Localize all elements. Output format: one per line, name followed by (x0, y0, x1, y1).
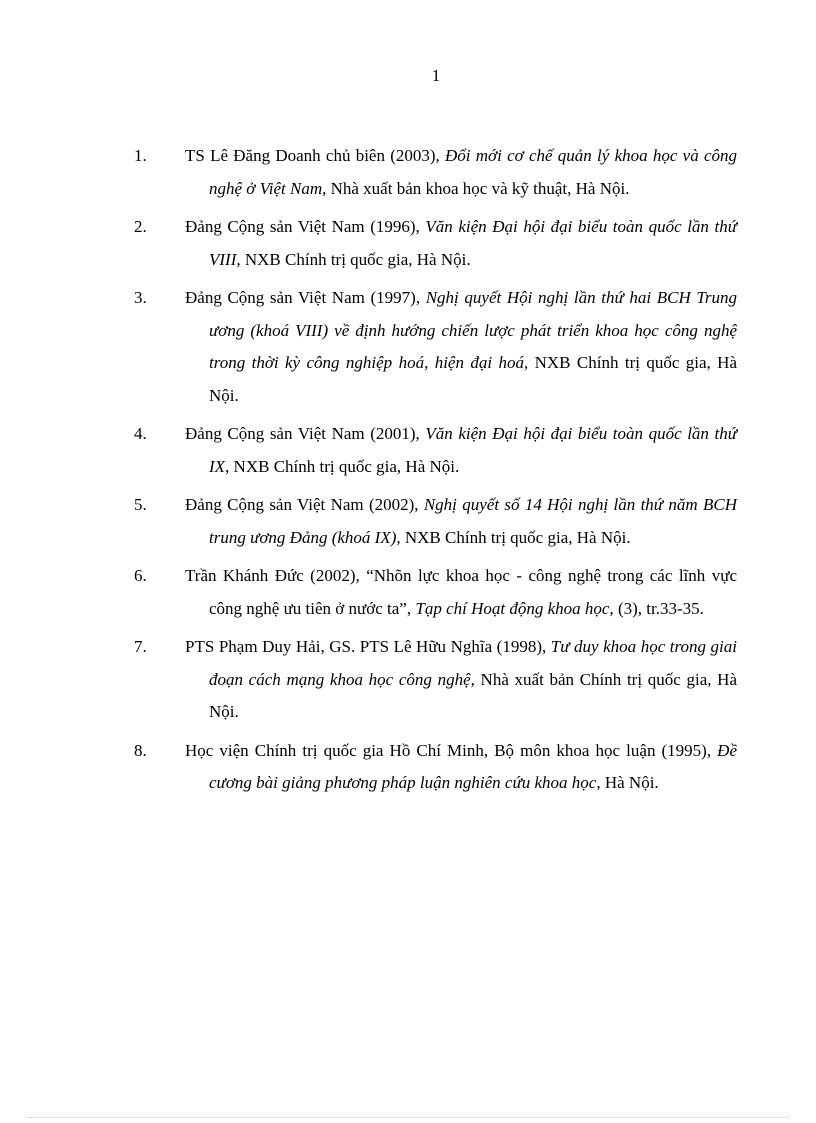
reference-title: Đề cương bài giảng phương pháp luận nghiên cứu khoa học (209, 740, 737, 792)
reference-item (0, 560, 816, 625)
reference-item (0, 282, 816, 412)
reference-number: 3. (134, 288, 147, 307)
reference-number: 6. (134, 566, 147, 585)
reference-number: 2. (134, 217, 147, 236)
reference-item (0, 735, 816, 800)
reference-part: PTS Phạm Duy Hải, GS. PTS Lê Hữu Nghĩa (1998), (185, 637, 551, 656)
reference-number: 8. (134, 740, 147, 760)
reference-part: Đảng Cộng sản Việt Nam (1996), (185, 217, 426, 236)
reference-list (0, 140, 816, 806)
reference-part: , NXB Chính trị quốc gia, Hà Nội. (236, 249, 471, 269)
reference-number: 1. (134, 146, 147, 165)
reference-item (0, 489, 816, 554)
reference-number: 4. (134, 424, 147, 443)
reference-part: , NXB Chính trị quốc gia, Hà Nội. (225, 456, 460, 476)
reference-part: Đảng Cộng sản Việt Nam (2002), (185, 495, 424, 514)
page-bottom-divider (28, 1117, 788, 1118)
reference-part: NXB Chính trị quốc gia, Hà Nội. (209, 353, 738, 405)
reference-number: 7. (134, 637, 147, 656)
reference-title: Văn kiện Đại hội đại biểu toàn quốc lần thứ VIII (209, 217, 737, 269)
reference-part: , NXB Chính trị quốc gia, Hà Nội. (396, 527, 631, 547)
reference-title: Nghị quyết số 14 Hội nghị lần thứ năm BCH trung ương Đảng (khoá IX) (209, 495, 737, 547)
reference-item (0, 418, 816, 483)
reference-text (185, 489, 737, 554)
reference-text (185, 631, 737, 729)
reference-item (0, 211, 816, 276)
reference-part: Học viện Chính trị quốc gia Hồ Chí Minh, Bộ môn khoa học luận (1995), (185, 740, 718, 760)
reference-text (185, 560, 737, 625)
reference-title: Văn kiện Đại hội đại biểu toàn quốc lần thứ IX (209, 424, 737, 476)
reference-part: Trần Khánh Đức (2002), “Nhõn lực khoa học - công nghệ trong các lĩnh vực công nghệ ưu tiên ở nước ta”, (185, 566, 737, 618)
reference-title: Đổi mới cơ chế quản lý khoa học và công nghệ ở Việt Nam (209, 146, 737, 198)
reference-text (185, 282, 737, 412)
reference-part: , Nhà xuất bản khoa học và kỹ thuật, Hà Nội. (322, 178, 630, 198)
reference-part: Đảng Cộng sản Việt Nam (2001), (185, 424, 426, 443)
reference-item (0, 140, 816, 205)
page-number: 1 (431, 66, 441, 85)
reference-item (0, 631, 816, 729)
reference-part: , (3), tr.33-35. (609, 598, 704, 618)
reference-part: Đảng Cộng sản Việt Nam (1997), (185, 288, 426, 307)
reference-title: Tư duy khoa học trong giai đoạn cách mạng khoa học công nghệ (209, 637, 737, 689)
reference-text (185, 735, 737, 800)
reference-part: , Nhà xuất bản Chính trị quốc gia, Hà Nội. (209, 669, 737, 721)
reference-part: TS Lê Đăng Doanh chủ biên (2003), (185, 146, 446, 165)
reference-title: Nghị quyết Hội nghị lần thứ hai BCH Trung ương (khoá VIII) về định hướng chiến lược phát triển khoa học công nghệ trong thời kỳ công nghiệp hoá, hiện đại hoá, (209, 288, 737, 372)
reference-part: , Hà Nội. (596, 773, 659, 792)
reference-text (185, 140, 737, 205)
reference-title: Tạp chí Hoạt động khoa học (415, 598, 610, 618)
reference-text (185, 418, 737, 483)
reference-number: 5. (134, 495, 147, 514)
reference-text (185, 211, 737, 276)
